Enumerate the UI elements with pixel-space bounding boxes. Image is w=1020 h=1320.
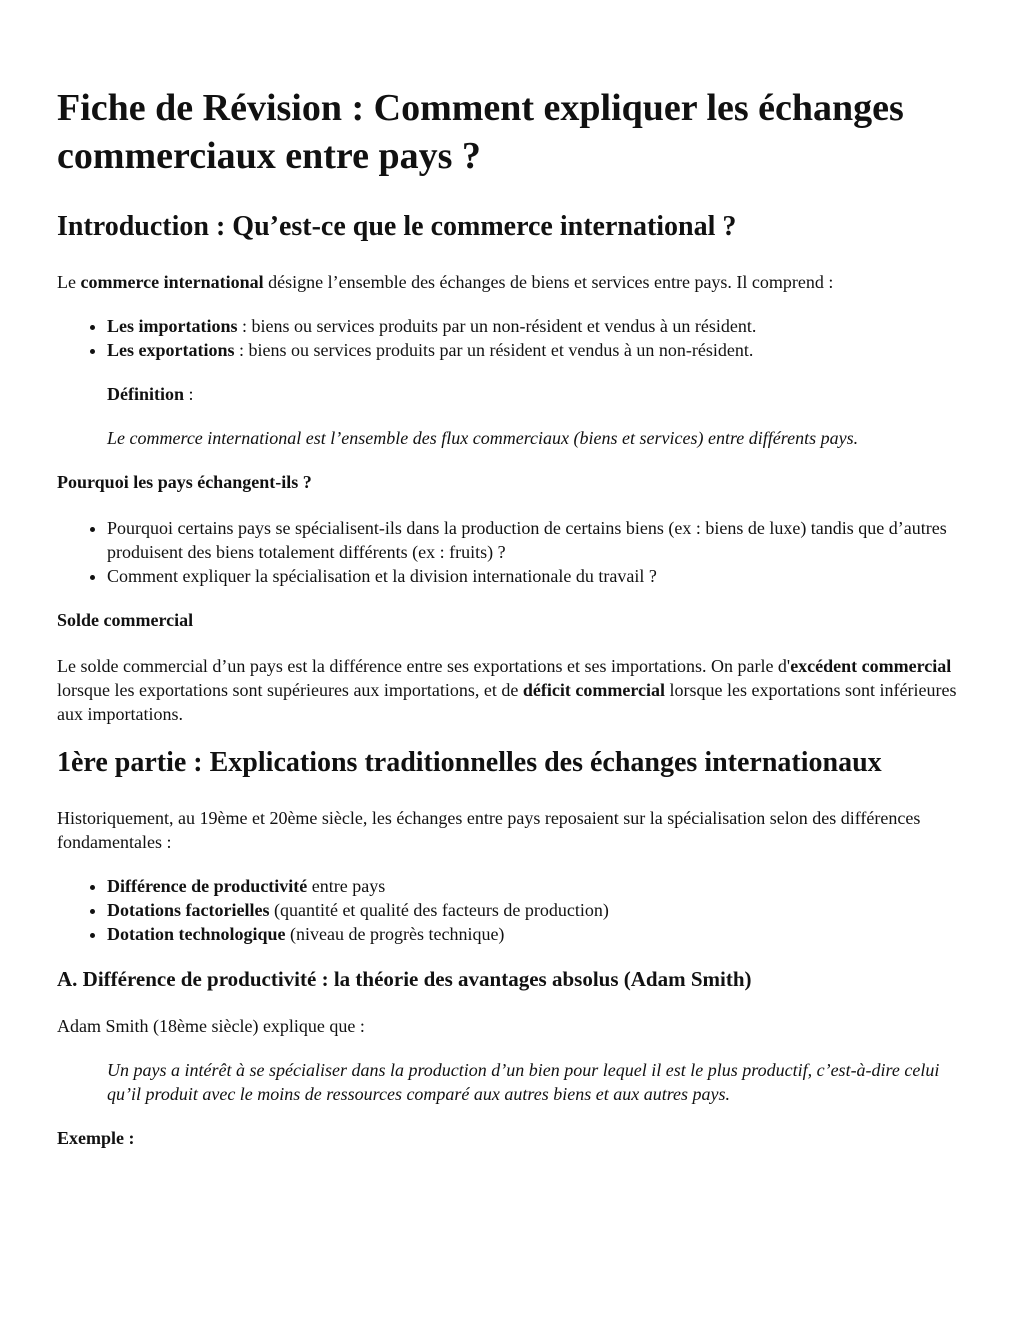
balance-bold-1: excédent commercial bbox=[790, 656, 952, 676]
list-item-bold: Les exportations bbox=[107, 340, 235, 360]
definition-block bbox=[107, 382, 963, 450]
quote-block bbox=[107, 1058, 963, 1106]
intro-para-bold: commerce international bbox=[80, 272, 264, 292]
list-item-text: (quantité et qualité des facteurs de production) bbox=[269, 900, 609, 920]
why-list bbox=[57, 516, 963, 588]
list-item-bold: Les importations bbox=[107, 316, 238, 336]
list-item-bold: Différence de productivité bbox=[107, 876, 308, 896]
balance-heading: Solde commercial bbox=[57, 610, 194, 630]
list-item: • Comment expliquer la spécialisation et la division internationale du travail ? bbox=[107, 564, 963, 588]
balance-bold-2: déficit commercial bbox=[522, 680, 666, 700]
intro-list bbox=[57, 314, 963, 362]
definition-text: Le commerce international est l’ensemble des flux commerciaux (biens et services) entre différents pays. bbox=[107, 428, 859, 448]
definition-label: Définition bbox=[107, 384, 185, 404]
page-title: Fiche de Révision : Comment expliquer les échanges commerciaux entre pays ? bbox=[57, 87, 904, 177]
balance-text-1: Le solde commercial d’un pays est la différence entre ses exportations et ses importations. On parle d' bbox=[57, 656, 791, 676]
list-item-text: : biens ou services produits par un résident et vendus à un non-résident. bbox=[234, 340, 754, 360]
subsection-a-heading: A. Différence de productivité : la théorie des avantages absolus (Adam Smith) bbox=[57, 967, 752, 991]
list-item-text: : biens ou services produits par un non-résident et vendus à un résident. bbox=[237, 316, 757, 336]
list-item-bold: Dotations factorielles bbox=[107, 900, 270, 920]
definition-heading bbox=[107, 382, 963, 406]
list-item bbox=[107, 874, 963, 898]
list-item-text: entre pays bbox=[307, 876, 386, 896]
list-item bbox=[107, 338, 963, 362]
list-item: • Pourquoi certains pays se spécialisent-ils dans la production de certains biens (ex : biens de luxe) tandis que d’autres produisent des biens totalement différents (ex : fruits) ? bbox=[107, 516, 963, 564]
intro-para-suffix: désigne l’ensemble des échanges de biens et services entre pays. Il comprend : bbox=[263, 272, 834, 292]
part1-list bbox=[57, 874, 963, 946]
intro-heading: Introduction : Qu’est-ce que le commerce international ? bbox=[57, 211, 737, 242]
list-item bbox=[107, 922, 963, 946]
balance-text-2: lorsque les exportations sont supérieures aux importations, et de bbox=[57, 680, 523, 700]
balance-text-3: lorsque les exportations sont inférieures aux importations. bbox=[57, 680, 957, 724]
example-label: Exemple : bbox=[57, 1128, 135, 1148]
list-item-text: (niveau de progrès technique) bbox=[285, 924, 505, 944]
definition-colon: : bbox=[184, 384, 194, 404]
quote-text: Un pays a intérêt à se spécialiser dans la production d’un bien pour lequel il est le plus productif, c’est-à-dire celui qu’il produit avec le moins de ressources comparé aux autres biens et aux autres pays. bbox=[107, 1060, 940, 1104]
part1-intro: Historiquement, au 19ème et 20ème siècle, les échanges entre pays reposaient sur la spécialisation selon des différences fondamentales : bbox=[57, 808, 921, 852]
balance-paragraph bbox=[57, 654, 963, 726]
list-item-bold: Dotation technologique bbox=[107, 924, 286, 944]
intro-para-prefix: Le bbox=[57, 272, 81, 292]
list-item bbox=[107, 898, 963, 922]
part1-heading: 1ère partie : Explications traditionnelles des échanges internationaux bbox=[57, 747, 882, 778]
subsection-a-intro: Adam Smith (18ème siècle) explique que : bbox=[57, 1016, 365, 1036]
why-heading: Pourquoi les pays échangent-ils ? bbox=[57, 472, 312, 492]
intro-paragraph bbox=[57, 270, 963, 294]
list-item bbox=[107, 314, 963, 338]
